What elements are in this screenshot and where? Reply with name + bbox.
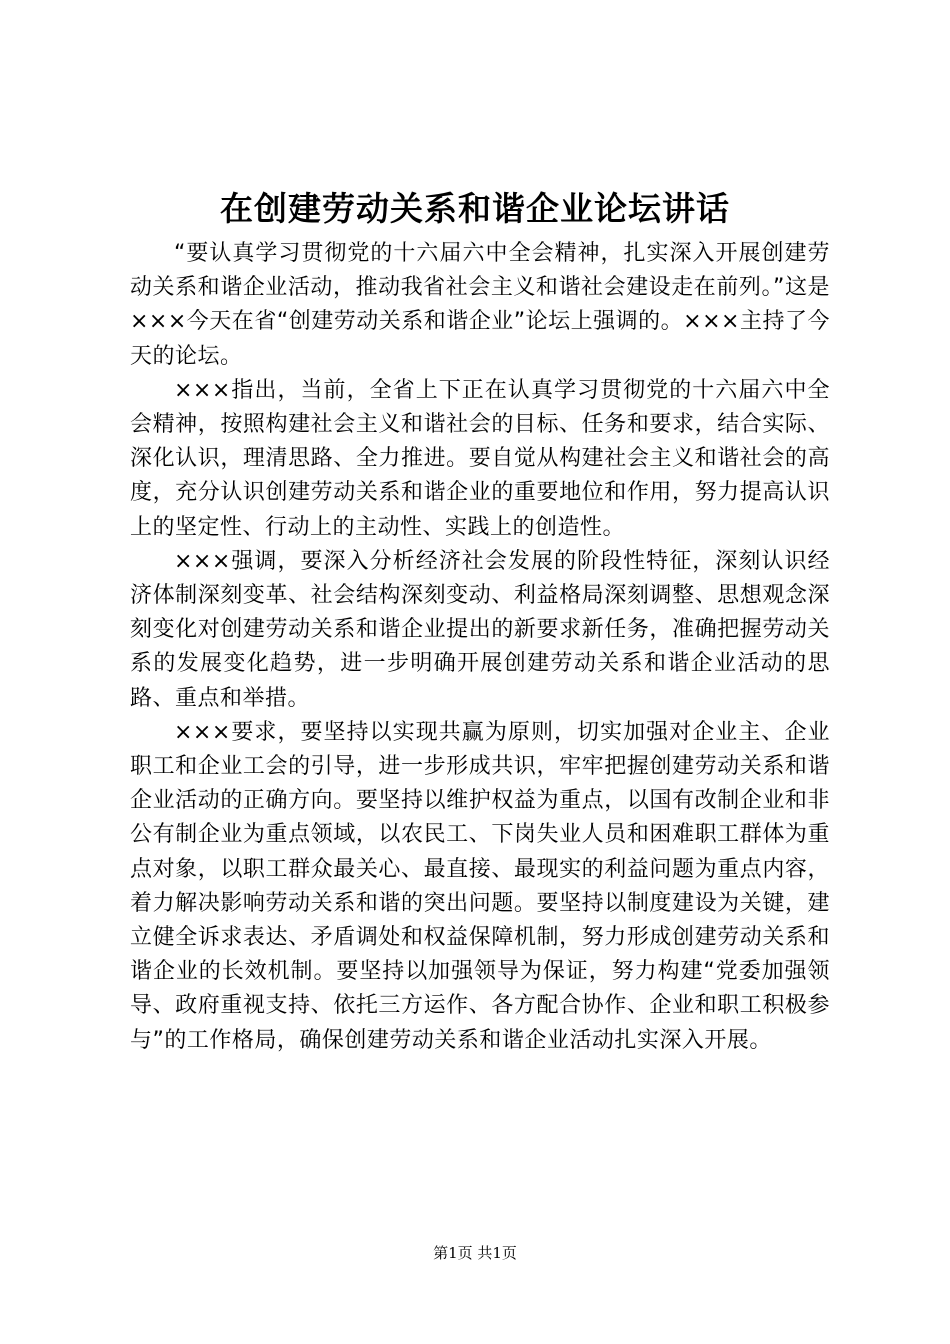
document-body (130, 237, 830, 1058)
document-title: 在创建劳动关系和谐企业论坛讲话 (220, 189, 730, 228)
paragraph-3: ×××强调，要深入分析经济社会发展的阶段性特征，深刻认识经济体制深刻变革、社会结构深刻变动、利益格局深刻调整、思想观念深刻变化对创建劳动关系和谐企业提出的新要求新任务，准确把握劳动关系的发展变化趋势，进一步明确开展创建劳动关系和谐企业活动的思路、重点和举措。 (130, 548, 830, 711)
paragraph-4: ×××要求，要坚持以实现共赢为原则，切实加强对企业主、企业职工和企业工会的引导，进一步形成共识，牢牢把握创建劳动关系和谐企业活动的正确方向。要坚持以维护权益为重点，以国有改制企业和非公有制企业为重点领域，以农民工、下岗失业人员和困难职工群体为重点对象，以职工群众最关心、最直接、最现实的利益问题为重点内容，着力解决影响劳动关系和谐的突出问题。要坚持以制度建设为关键，建立健全诉求表达、矛盾调处和权益保障机制，努力形成创建劳动关系和谐企业的长效机制。要坚持以加强领导为保证，努力构建“党委加强领导、政府重视支持、依托三方运作、各方配合协作、企业和职工积极参与”的工作格局，确保创建劳动关系和谐企业活动扎实深入开展。 (130, 719, 830, 1053)
paragraph-1: “要认真学习贯彻党的十六届六中全会精神，扎实深入开展创建劳动关系和谐企业活动，推动我省社会主义和谐社会建设走在前列。”这是×××今天在省“创建劳动关系和谐企业”论坛上强调的。×××主持了今天的论坛。 (130, 241, 830, 369)
page-number-footer: 第1页 共1页 (433, 1244, 517, 1262)
paragraph-2: ×××指出，当前，全省上下正在认真学习贯彻党的十六届六中全会精神，按照构建社会主义和谐社会的目标、任务和要求，结合实际、深化认识，理清思路、全力推进。要自觉从构建社会主义和谐社会的高度，充分认识创建劳动关系和谐企业的重要地位和作用，努力提高认识上的坚定性、行动上的主动性、实践上的创造性。 (130, 377, 830, 540)
